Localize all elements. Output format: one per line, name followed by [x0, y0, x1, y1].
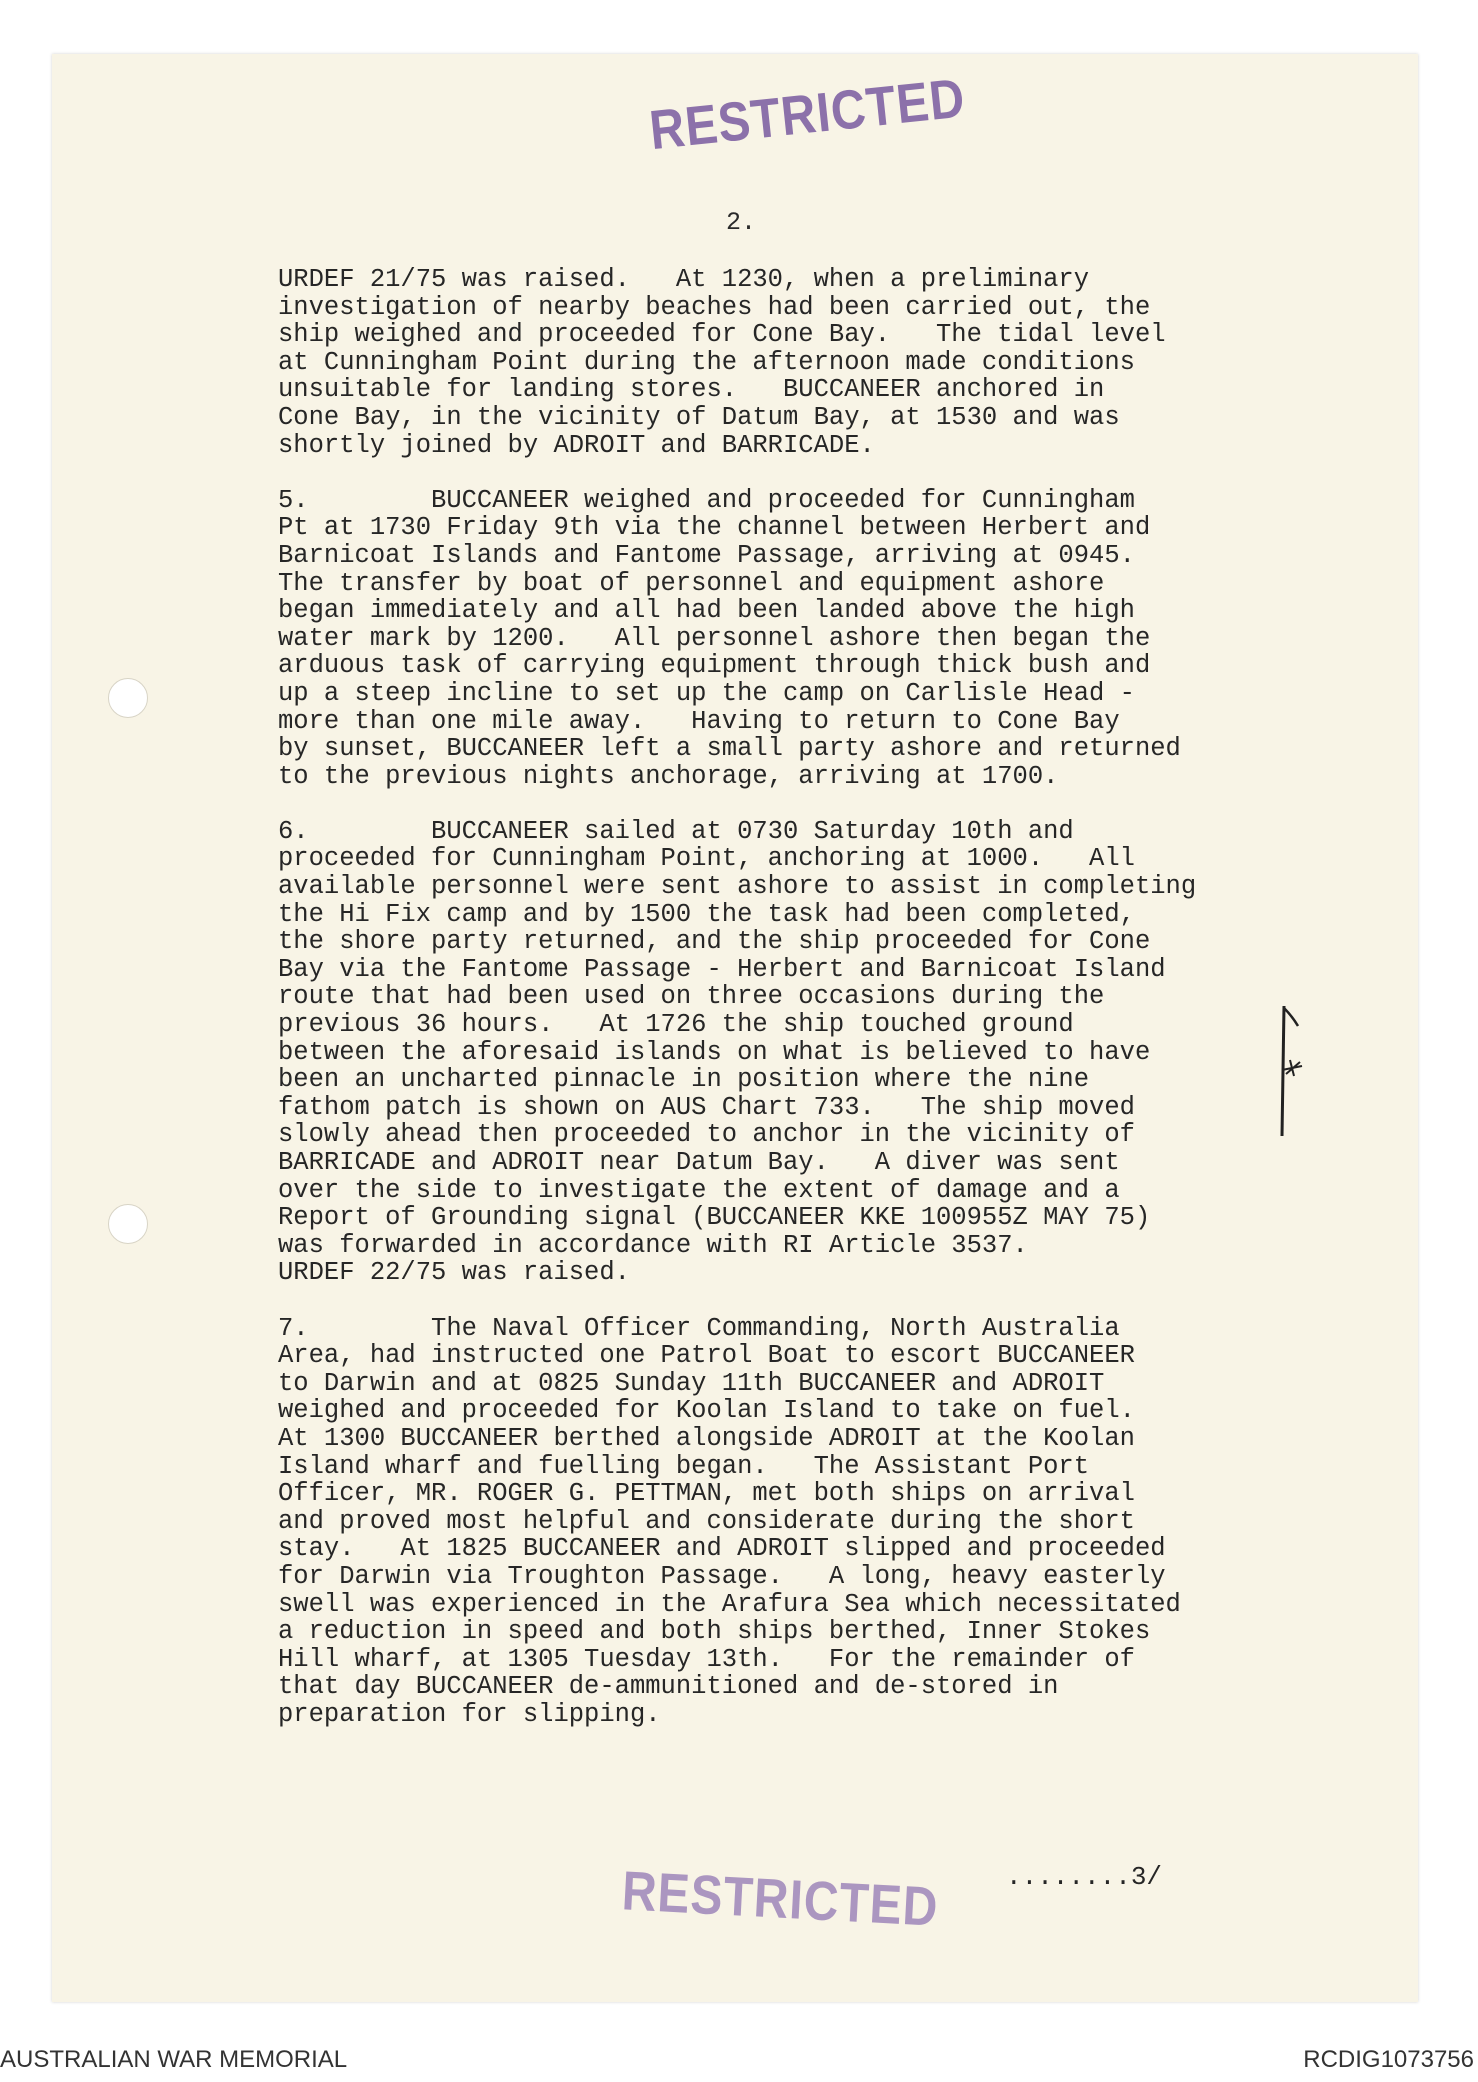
paragraph: 7. The Naval Officer Commanding, North Australia Area, had instructed one Patrol Boat to escort BUCCANEER to Darwin and at 0825 Sunday 11th BUCCANEER and ADROIT weighed and proceeded for Koolan Island to take on fuel. At 1300 BUCCANEER berthed alongside ADROIT at the Koolan Island wharf and fuelling began. The Assistant Port Officer, MR. ROGER G. PETTMAN, met both ships on arrival and proved most helpful and considerate during the short stay. At 1825 BUCCANEER and ADROIT slipped and proceeded for Darwin via Troughton Passage. A long, heavy easterly swell was experienced in the Arafura Sea which necessitated a reduction in speed and both ships berthed, Inner Stokes Hill wharf, at 1305 Tuesday 13th. For the remainder of that day BUCCANEER de-ammunitioned and de-stored in preparation for slipping.: [278, 1313, 1181, 1729]
punch-hole: [108, 678, 148, 718]
restricted-stamp-bottom: RESTRICTED: [620, 1861, 940, 1939]
paragraph: URDEF 21/75 was raised. At 1230, when a preliminary investigation of nearby beaches had been carried out, the ship weighed and proceeded for Cone Bay. The tidal level at Cunningham Point during the afternoon made conditions unsuitable for landing stores. BUCCANEER anchored in Cone Bay, in the vicinity of Datum Bay, at 1530 and was shortly joined by ADROIT and BARRICADE.: [278, 265, 1166, 460]
archive-footer-left: AUSTRALIAN WAR MEMORIAL: [0, 2046, 348, 2073]
paragraph: 5. BUCCANEER weighed and proceeded for Cunningham Pt at 1730 Friday 9th via the channel between Herbert and Barnicoat Islands and Fantome Passage, arriving at 0945. The transfer by boat of personnel and equipment ashore began immediately and all had been landed above the high water mark by 1200. All personnel ashore then began the arduous task of carrying equipment through thick bush and up a steep incline to set up the camp on Carlisle Head - more than one mile away. Having to return to Cone Bay by sunset, BUCCANEER left a small party ashore and returned to the previous nights anchorage, arriving at 1700.: [278, 485, 1181, 791]
page-number: 2.: [726, 208, 757, 237]
punch-hole: [108, 1204, 148, 1244]
margin-annotation-mark: [1272, 1004, 1312, 1138]
continuation-marker: ........3/: [1006, 1862, 1163, 1892]
document-body: [278, 266, 1298, 1756]
archive-footer-right: RCDIG1073756: [1303, 2046, 1474, 2073]
restricted-stamp-top: RESTRICTED: [646, 68, 969, 162]
paragraph: 6. BUCCANEER sailed at 0730 Saturday 10th and proceeded for Cunningham Point, anchoring at 1000. All available personnel were sent ashore to assist in completing the Hi Fix camp and by 1500 the task had been completed, the shore party returned, and the ship proceeded for Cone Bay via the Fantome Passage - Herbert and Barnicoat Island route that had been used on three occasions during the previous 36 hours. At 1726 the ship touched ground between the aforesaid islands on what is believed to have been an uncharted pinnacle in position where the nine fathom patch is shown on AUS Chart 733. The ship moved slowly ahead then proceeded to anchor in the vicinity of BARRICADE and ADROIT near Datum Bay. A diver was sent over the side to investigate the extent of damage and a Report of Grounding signal (BUCCANEER KKE 100955Z MAY 75) was forwarded in accordance with RI Article 3537. URDEF 22/75 was raised.: [278, 816, 1197, 1288]
